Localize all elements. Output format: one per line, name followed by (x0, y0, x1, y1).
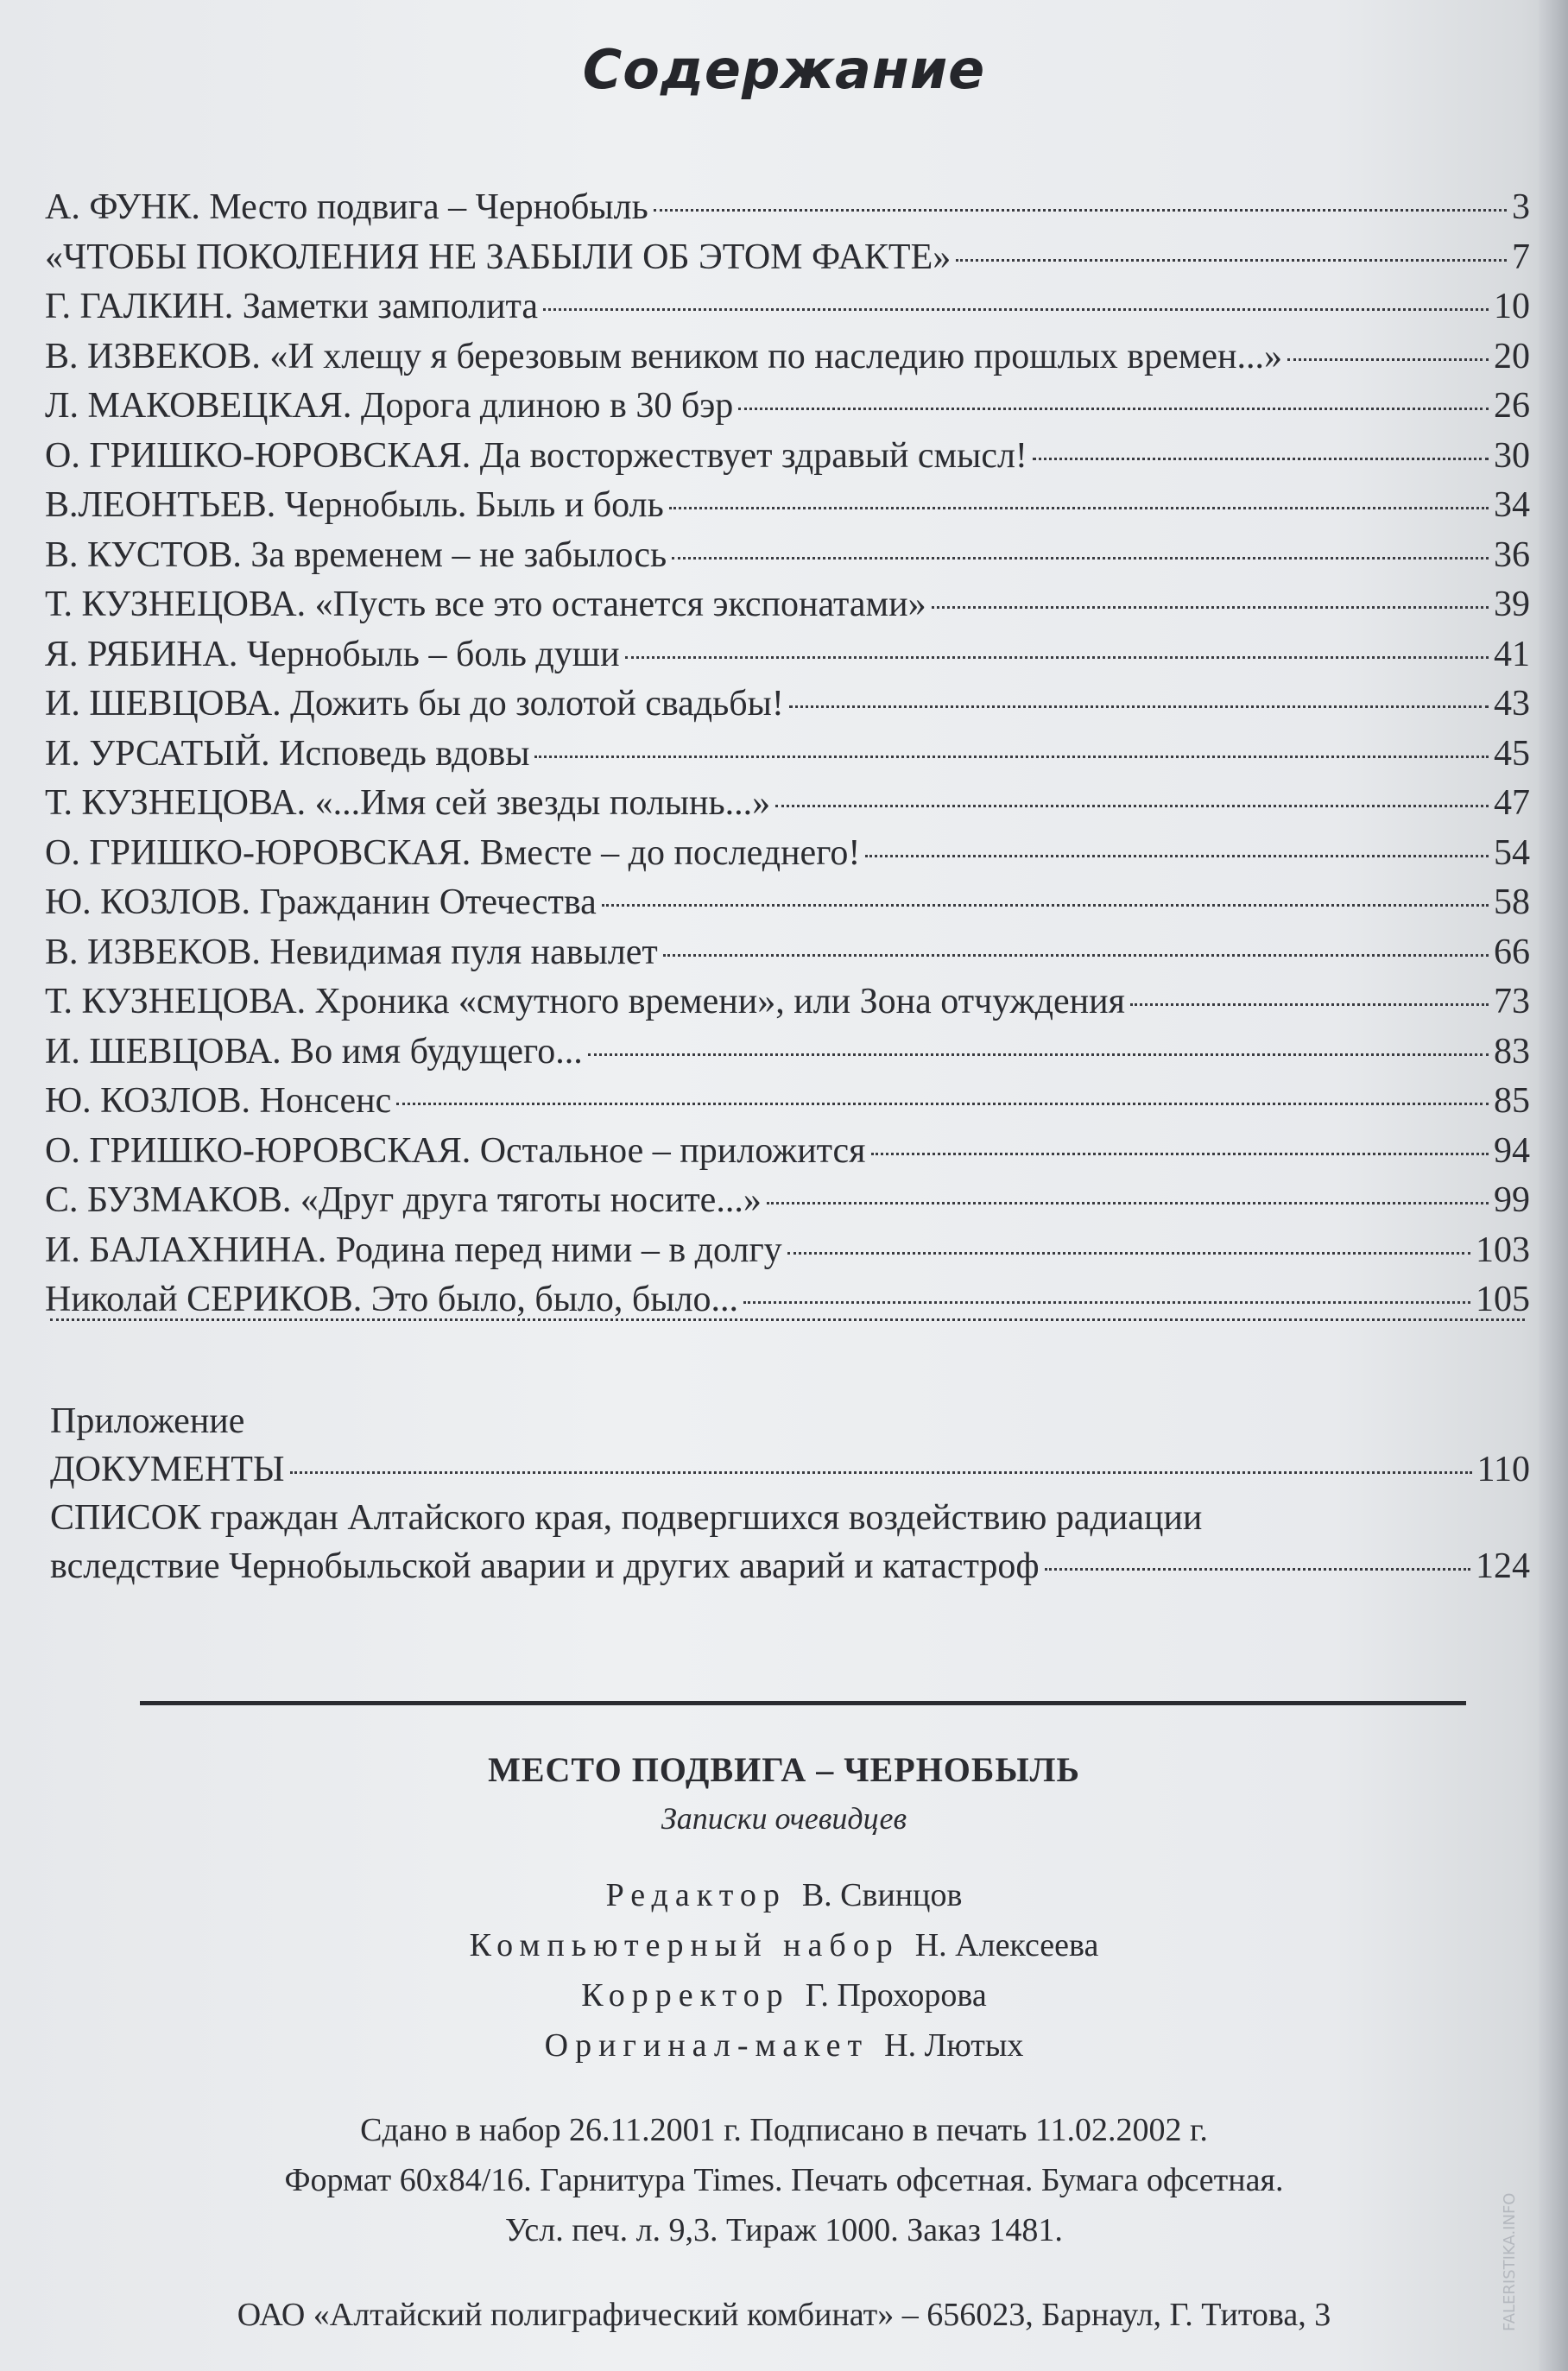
toc-entry-title: В.ЛЕОНТЬЕВ. Чернобыль. Быль и боль (45, 485, 664, 525)
toc-entry (45, 183, 1530, 233)
toc-entry-page: 26 (1494, 386, 1530, 426)
toc-entry (45, 1127, 1530, 1177)
toc-entry-page: 20 (1494, 336, 1530, 376)
toc-entry (45, 630, 1530, 680)
toc-entry-title: В. ИЗВЕКОВ. Невидимая пуля навылет (45, 932, 658, 972)
toc-leader-dots (290, 1471, 1472, 1474)
toc-leader-dots (1045, 1568, 1470, 1571)
toc-entry (45, 332, 1530, 383)
toc-entry-title: «ЧТОБЫ ПОКОЛЕНИЯ НЕ ЗАБЫЛИ ОБ ЭТОМ ФАКТЕ» (45, 237, 952, 277)
print-info-line: Формат 60х84/16. Гарнитура Times. Печать офсетная. Бумага офсетная. (284, 2162, 1284, 2198)
toc-leader-dots (932, 606, 1489, 609)
toc-entry-page: 7 (1512, 237, 1530, 277)
appendix-list-page: 124 (1476, 1546, 1530, 1586)
toc-entry (45, 1027, 1530, 1078)
toc-entry-page: 10 (1494, 287, 1530, 326)
toc-leader-dots (767, 1202, 1489, 1204)
appendix-section (50, 1397, 1530, 1590)
toc-entry (45, 779, 1530, 829)
staff-credit (0, 2020, 1568, 2071)
toc-entry-title: Ю. КОЗЛОВ. Гражданин Отечества (45, 882, 597, 922)
staff-person: Г. Прохорова (805, 1977, 987, 2014)
toc-entry (45, 531, 1530, 581)
toc-entry-page: 83 (1494, 1031, 1530, 1072)
book-subtitle: Записки очевидцев (661, 1801, 907, 1836)
toc-entry-page: 43 (1494, 684, 1530, 724)
toc-leader-dots (50, 1318, 1525, 1321)
appendix-documents-page: 110 (1476, 1450, 1530, 1489)
publisher-line: ОАО «Алтайский полиграфический комбинат» – 656023, Барнаул, Г. Титова, 3 (237, 2297, 1331, 2333)
toc-entry-page: 94 (1494, 1130, 1530, 1171)
appendix-documents-entry (50, 1445, 1530, 1494)
toc-entry-page: 54 (1494, 832, 1530, 873)
toc-entry-page: 47 (1494, 783, 1530, 823)
toc-leader-dots (738, 408, 1489, 410)
toc-entry-title: И. ШЕВЦОВА. Во имя будущего... (45, 1031, 583, 1072)
toc-entry-title: Г. ГАЛКИН. Заметки замполита (45, 287, 539, 326)
toc-entry-title: А. ФУНК. Место подвига – Чернобыль (45, 187, 648, 227)
table-of-contents (45, 183, 1530, 1375)
toc-leader-dots (672, 557, 1489, 560)
toc-entry (45, 878, 1530, 928)
toc-entry (45, 1325, 1530, 1375)
toc-entry-title: В. ИЗВЕКОВ. «И хлещу я березовым веником по наследию прошлых времен...» (45, 336, 1282, 376)
toc-entry-title: Т. КУЗНЕЦОВА. «...Имя сей звезды полынь...» (45, 783, 771, 823)
toc-entry (45, 580, 1530, 630)
toc-leader-dots (1130, 1003, 1489, 1006)
toc-leader-dots (789, 705, 1489, 708)
toc-entry-page: 34 (1494, 485, 1530, 525)
toc-entry (45, 282, 1530, 332)
imprint-section (0, 1744, 1568, 2340)
toc-leader-dots (396, 1103, 1489, 1105)
toc-leader-dots (865, 855, 1489, 857)
appendix-documents-title: ДОКУМЕНТЫ (50, 1450, 285, 1489)
appendix-list-title: вследствие Чернобыльской аварии и других аварий и катастроф (50, 1546, 1040, 1586)
toc-entry-title: Т. КУЗНЕЦОВА. Хроника «смутного времени», или Зона отчуждения (45, 982, 1125, 1021)
staff-role: Корректор (581, 1977, 790, 2014)
toc-leader-dots (654, 209, 1507, 212)
toc-entry-page: 66 (1494, 932, 1530, 972)
staff-credit (0, 1920, 1568, 1970)
toc-entry-page: 85 (1494, 1081, 1530, 1121)
toc-entry (45, 382, 1530, 432)
toc-entry-title: И. ШЕВЦОВА. Дожить бы до золотой свадьбы! (45, 684, 784, 724)
toc-entry-title: Ю. КОЗЛОВ. Нонсенс (45, 1081, 392, 1121)
print-info-line: Сдано в набор 26.11.2001 г. Подписано в печать 11.02.2002 г. (360, 2112, 1208, 2148)
toc-entry (45, 233, 1530, 283)
staff-credits (0, 1870, 1568, 2071)
toc-leader-dots (543, 308, 1489, 311)
staff-role: Компьютерный набор (469, 1927, 900, 1963)
toc-leader-dots (787, 1252, 1470, 1255)
toc-entry-page: 73 (1494, 982, 1530, 1021)
appendix-label: Приложение (50, 1401, 245, 1441)
toc-leader-dots (588, 1053, 1489, 1056)
toc-entry-page: 58 (1494, 882, 1530, 922)
staff-person: В. Свинцов (801, 1877, 963, 1913)
staff-credit (0, 1970, 1568, 2020)
toc-entry-page: 3 (1512, 187, 1530, 227)
divider-rule (140, 1701, 1466, 1705)
toc-entry-page: 99 (1494, 1180, 1530, 1220)
toc-entry (45, 432, 1530, 482)
toc-leader-dots (669, 507, 1489, 509)
toc-leader-dots (956, 259, 1507, 262)
toc-entry (45, 928, 1530, 978)
toc-entry-page: 105 (1476, 1280, 1530, 1319)
toc-entry (45, 481, 1530, 531)
book-title: МЕСТО ПОДВИГА – ЧЕРНОБЫЛЬ (488, 1750, 1080, 1789)
toc-entry (45, 1077, 1530, 1127)
toc-entry-page: 39 (1494, 585, 1530, 624)
toc-leader-dots (871, 1153, 1489, 1155)
toc-leader-dots (775, 805, 1489, 807)
toc-leader-dots (625, 656, 1489, 659)
staff-role: Редактор (605, 1877, 787, 1913)
toc-entry-page: 30 (1494, 435, 1530, 476)
toc-entry-title: Николай СЕРИКОВ. Это было, было, было... (45, 1280, 738, 1319)
staff-person: Н. Лютых (884, 2027, 1024, 2064)
toc-leader-dots (743, 1301, 1470, 1304)
toc-entry (45, 1226, 1530, 1276)
toc-entry-title: И. УРСАТЫЙ. Исповедь вдовы (45, 733, 530, 774)
appendix-list-line-1: СПИСОК граждан Алтайского края, подвергшихся воздействию радиации (50, 1498, 1203, 1538)
toc-entry (45, 680, 1530, 730)
staff-credit (0, 1870, 1568, 1920)
toc-leader-dots (663, 954, 1489, 957)
toc-entry-page: 103 (1476, 1230, 1530, 1270)
toc-leader-dots (534, 756, 1489, 758)
toc-entry (45, 730, 1530, 780)
print-info (0, 2105, 1568, 2255)
toc-leader-dots (1033, 458, 1489, 460)
toc-entry-page: 41 (1494, 634, 1530, 674)
staff-role: Оригинал-макет (544, 2027, 869, 2064)
staff-person: Н. Алексеева (914, 1927, 1099, 1963)
toc-entry (45, 977, 1530, 1027)
toc-entry-title: Л. МАКОВЕЦКАЯ. Дорога длиною в 30 бэр (45, 386, 734, 426)
page-heading: Содержание (582, 38, 986, 101)
toc-entry-page: 36 (1494, 534, 1530, 575)
watermark: FALERISTIKA.INFO (1501, 2192, 1519, 2332)
toc-entry-title: Я. РЯБИНА. Чернобыль – боль души (45, 634, 620, 674)
toc-entry (45, 1176, 1530, 1226)
toc-entry-title: О. ГРИШКО-ЮРОВСКАЯ. Остальное – приложится (45, 1130, 866, 1171)
toc-entry-title: В. КУСТОВ. За временем – не забылось (45, 534, 667, 575)
print-info-line: Усл. печ. л. 9,3. Тираж 1000. Заказ 1481. (505, 2212, 1063, 2248)
toc-entry-page: 45 (1494, 733, 1530, 774)
appendix-list-entry (50, 1542, 1530, 1590)
toc-entry-title: Т. КУЗНЕЦОВА. «Пусть все это останется экспонатами» (45, 585, 926, 624)
toc-entry-title: О. ГРИШКО-ЮРОВСКАЯ. Вместе – до последнего! (45, 832, 861, 873)
toc-entry (45, 829, 1530, 879)
toc-entry-title: С. БУЗМАКОВ. «Друг друга тяготы носите...» (45, 1180, 762, 1220)
toc-leader-dots (602, 904, 1489, 907)
toc-leader-dots (1287, 358, 1489, 361)
toc-entry-title: О. ГРИШКО-ЮРОВСКАЯ. Да восторжествует здравый смысл! (45, 435, 1027, 476)
toc-entry-title: И. БАЛАХНИНА. Родина перед ними – в долгу (45, 1230, 782, 1270)
